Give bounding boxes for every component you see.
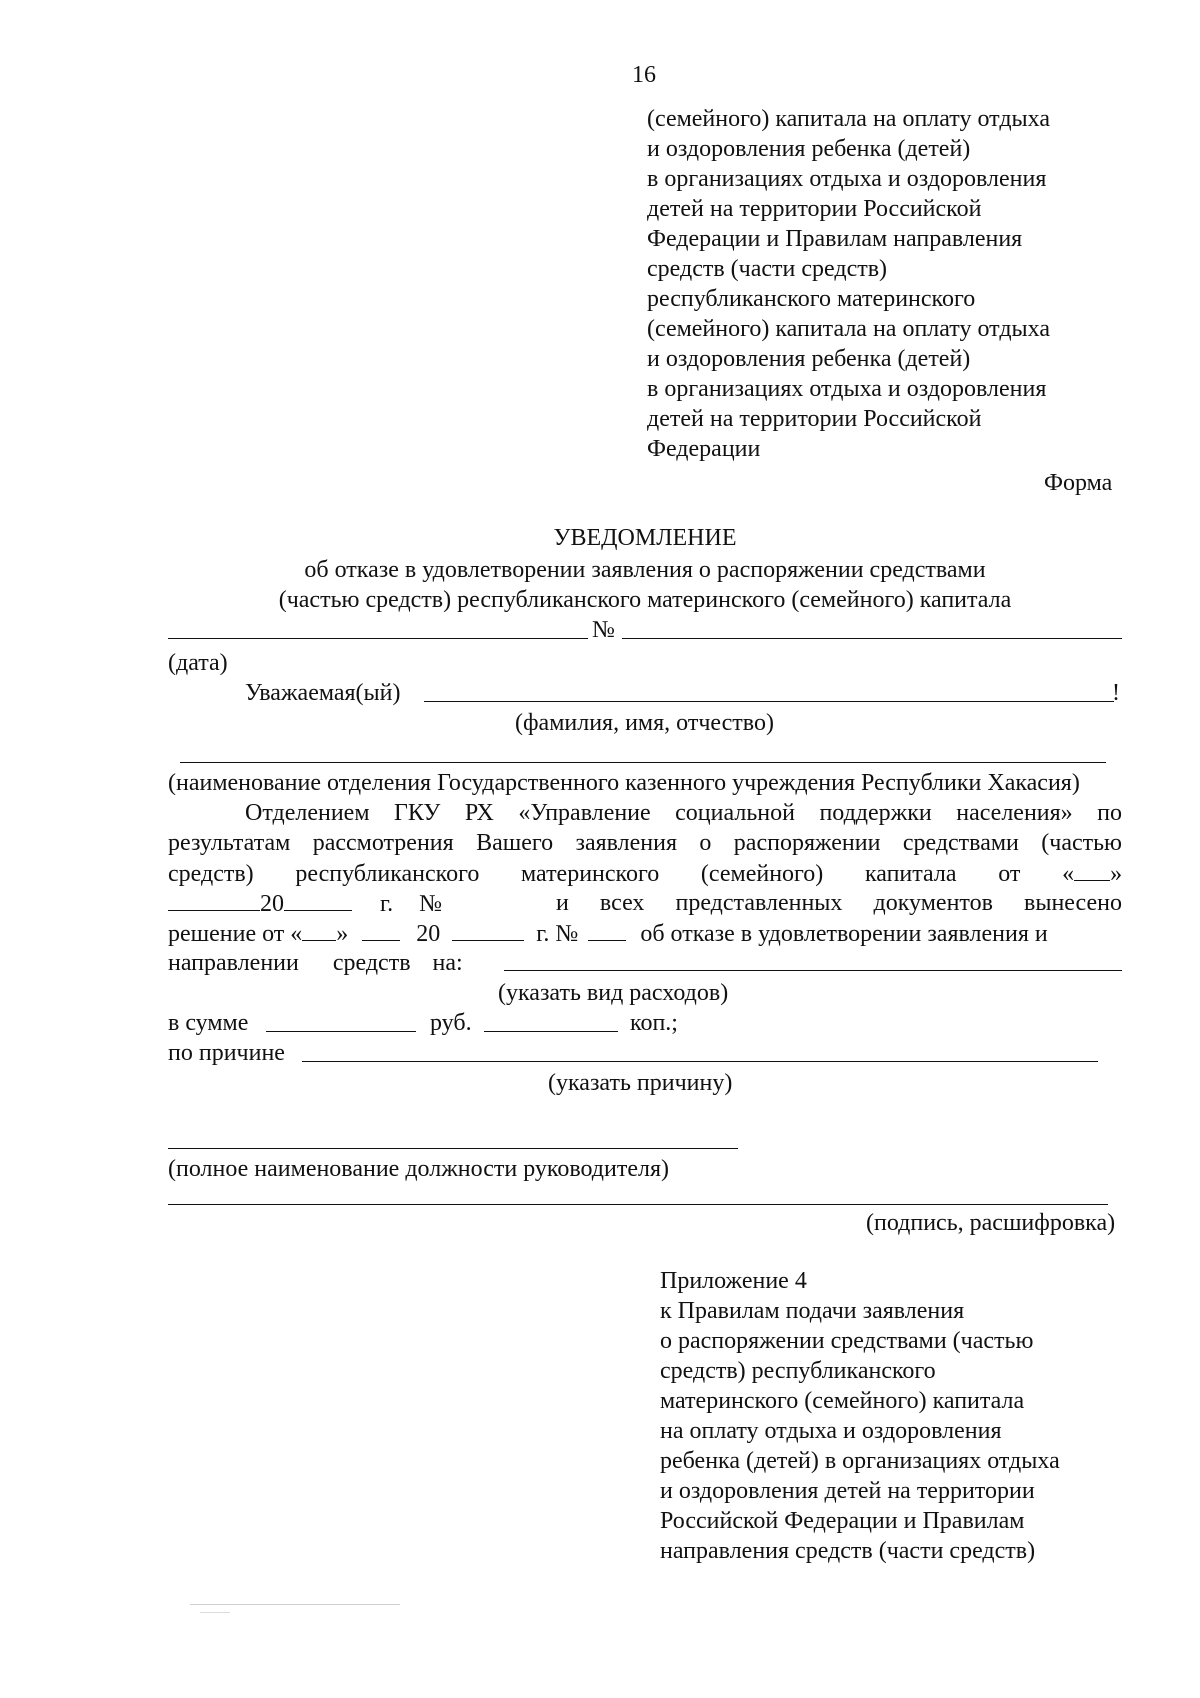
position-field-line — [168, 1148, 738, 1149]
greeting-end: ! — [1112, 680, 1120, 706]
body-line-4-end: и всех представленных документов вынесено — [556, 890, 1122, 916]
appendix-line: Российской Федерации и Правилам — [660, 1508, 1025, 1534]
appendix-line: ребенка (детей) в организациях отдыха — [660, 1448, 1060, 1474]
decision-number-blank — [588, 918, 626, 941]
header-line: средств (части средств) — [647, 256, 888, 282]
year-suffix: г. — [380, 891, 394, 917]
position-caption: (полное наименование должности руководителя) — [168, 1156, 669, 1182]
body-line-4 — [168, 888, 458, 919]
body-line-5 — [168, 918, 1048, 949]
appendix-line: Приложение 4 — [660, 1268, 807, 1294]
document-subtitle-line: (частью средств) республиканского материнского (семейного) капитала — [278, 587, 1012, 613]
number-field-line — [622, 638, 1122, 639]
form-label: Форма — [1044, 470, 1113, 496]
header-line: в организациях отдыха и оздоровления — [647, 376, 1047, 402]
number-sign: № — [419, 891, 443, 917]
greeting-label: Уважаемая(ый) — [245, 680, 401, 706]
header-line: детей на территории Российской — [647, 196, 982, 222]
body-line-6 — [168, 948, 463, 978]
day-field — [1062, 861, 1122, 887]
quote-open: « — [1062, 861, 1075, 887]
decision-date-label: решение от « — [168, 921, 303, 947]
header-line: в организациях отдыха и оздоровления — [647, 166, 1047, 192]
number-sign: № — [592, 617, 615, 643]
body-word: направлении — [168, 950, 299, 976]
decision-text: об отказе в удовлетворении заявления и — [640, 921, 1048, 947]
document-subtitle-line: об отказе в удовлетворении заявления о распоряжении средствами — [304, 557, 986, 583]
department-caption: (наименование отделения Государственного казенного учреждения Республики Хакасия) — [168, 770, 1080, 796]
expense-caption: (указать вид расходов) — [498, 980, 729, 1006]
decision-number-label: г. № — [536, 921, 579, 947]
signature-caption: (подпись, расшифровка) — [866, 1210, 1116, 1236]
fio-field-line — [424, 701, 1114, 702]
page-number: 16 — [632, 62, 656, 88]
reason-label: по причине — [168, 1040, 285, 1066]
scan-artifact — [190, 1604, 400, 1605]
header-line: и оздоровления ребенка (детей) — [647, 346, 971, 372]
rub-label: руб. — [430, 1010, 472, 1036]
year-blank — [284, 888, 352, 911]
body-line: Отделением ГКУ РХ «Управление социальной поддержки населения» по — [245, 800, 1122, 826]
scan-artifact — [200, 1612, 230, 1613]
body-line-3 — [168, 858, 1122, 888]
body-word: средств) — [168, 861, 254, 887]
decision-month-blank — [362, 918, 400, 941]
reason-caption: (указать причину) — [548, 1070, 733, 1096]
expense-field-line — [504, 970, 1122, 971]
appendix-line: на оплату отдыха и оздоровления — [660, 1418, 1002, 1444]
signature-field-line — [168, 1204, 1108, 1205]
amount-prefix: в сумме — [168, 1010, 249, 1036]
body-word: (семейного) — [700, 861, 824, 887]
month-blank — [168, 888, 260, 911]
decision-year-prefix: 20 — [416, 921, 441, 947]
body-word: на: — [432, 950, 463, 976]
date-caption: (дата) — [168, 650, 228, 676]
appendix-line: материнского (семейного) капитала — [660, 1388, 1025, 1414]
quote-close: » — [1110, 861, 1122, 887]
document-title: УВЕДОМЛЕНИЕ — [553, 525, 737, 551]
quote-close: » — [336, 921, 349, 947]
header-line: Федерации и Правилам направления — [647, 226, 1023, 252]
header-line: республиканского материнского — [647, 286, 976, 312]
header-line: (семейного) капитала на оплату отдыха — [647, 106, 1050, 132]
decision-day-blank — [302, 918, 336, 941]
header-line: (семейного) капитала на оплату отдыха — [647, 316, 1050, 342]
body-line: результатам рассмотрения Вашего заявления о распоряжении средствами (частью — [168, 830, 1122, 856]
kop-field-line — [484, 1031, 618, 1032]
kop-label: коп.; — [630, 1010, 678, 1036]
appendix-line: о распоряжении средствами (частью — [660, 1328, 1034, 1354]
year-prefix: 20 — [260, 891, 284, 917]
appendix-line: средств) республиканского — [660, 1358, 936, 1384]
decision-year-blank — [452, 918, 524, 941]
header-line: и оздоровления ребенка (детей) — [647, 136, 971, 162]
appendix-line: и оздоровления детей на территории — [660, 1478, 1035, 1504]
appendix-line: к Правилам подачи заявления — [660, 1298, 965, 1324]
fio-caption: (фамилия, имя, отчество) — [515, 710, 774, 736]
body-word: средств — [332, 950, 411, 976]
header-line: Федерации — [647, 436, 761, 462]
department-field-line — [180, 762, 1106, 763]
body-word: капитала — [864, 861, 957, 887]
appendix-line: направления средств (части средств) — [660, 1538, 1036, 1564]
body-word: от — [998, 861, 1021, 887]
reason-field-line — [302, 1061, 1098, 1062]
body-word: республиканского — [295, 861, 480, 887]
day-blank — [1074, 858, 1110, 881]
date-field-line — [168, 638, 588, 639]
rub-field-line — [266, 1031, 416, 1032]
body-word: материнского — [521, 861, 660, 887]
header-line: детей на территории Российской — [647, 406, 982, 432]
